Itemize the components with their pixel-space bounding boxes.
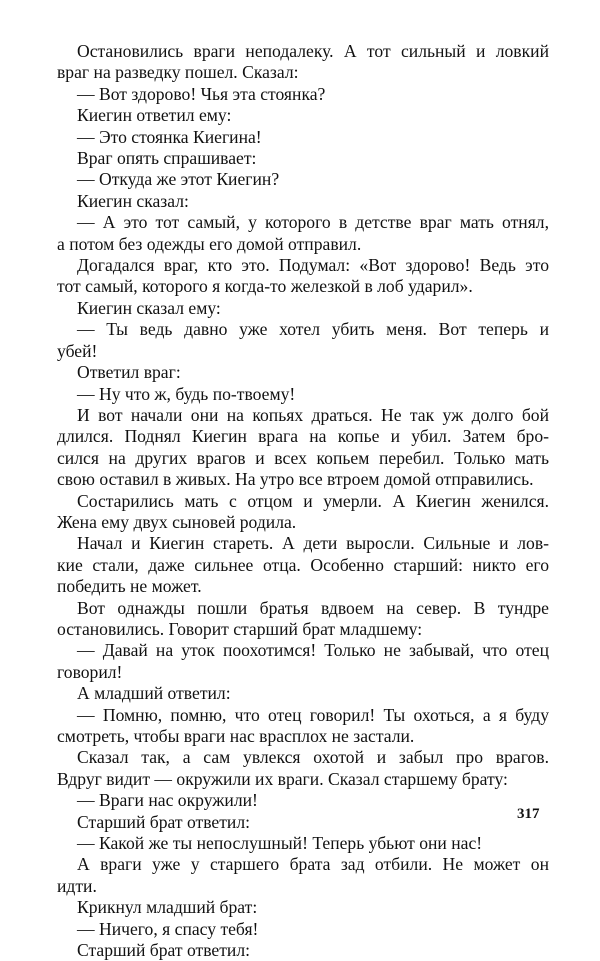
text-line: — Давай на уток поохотимся! Только не забывай, что отец [77, 640, 549, 661]
text-line: убей! [57, 340, 98, 361]
paragraph [57, 854, 549, 897]
text-line: победить не может. [57, 576, 202, 597]
text-line: А враги уже у старшего брата зад отбили. Не может он [77, 854, 549, 875]
text-line: Состарились мать с отцом и умерли. А Киегин женился. [77, 490, 549, 511]
text-line: Киегин ответил ему: [77, 105, 232, 126]
text-line: Киегин сказал: [77, 190, 189, 211]
text-line: Вот однажды пошли братья вдвоем на север. В тундре [77, 597, 549, 618]
paragraph [57, 919, 549, 940]
text-line: кие стали, даже сильнее отца. Особенно старший: никто его [57, 554, 549, 575]
text-line: длился. Поднял Киегин врага на копье и убил. Затем бро- [57, 426, 549, 447]
text-line: — Ты ведь давно уже хотел убить меня. Вот теперь и [77, 319, 549, 340]
text-line: Начал и Киегин стареть. А дети выросли. Сильные и лов- [77, 533, 549, 554]
text-line: — Ну что ж, будь по-твоему! [77, 383, 296, 404]
paragraph [57, 362, 549, 383]
text-line: — Это стоянка Киегина! [77, 126, 262, 147]
text-line: Враг опять спрашивает: [77, 148, 257, 169]
paragraph [57, 298, 549, 319]
text-line: Старший брат ответил: [77, 811, 251, 832]
text-line: — Помню, помню, что отец говорил! Ты охоться, а я буду [77, 704, 549, 725]
text-line: сился на других врагов и всех копьем перебил. Только мать [57, 447, 549, 468]
paragraph [57, 533, 549, 597]
text-line: — А это тот самый, у которого в детстве враг мать отнял, [77, 212, 549, 233]
paragraph [57, 812, 549, 833]
paragraph [57, 41, 549, 84]
text-line: — Враги нас окружили! [77, 790, 258, 811]
paragraph [57, 897, 549, 918]
paragraph [57, 598, 549, 641]
text-line: смотреть, чтобы враги нас врасплох не застали. [57, 726, 415, 746]
page-number: 317 [517, 806, 540, 822]
text-line: свою оставил в живых. На утро все втроем домой отправились. [57, 469, 534, 490]
text-line: Крикнул младший брат: [77, 897, 258, 918]
text-line: говорил! [57, 661, 123, 682]
text-line: идти. [57, 875, 97, 896]
story-text [57, 41, 549, 961]
paragraph [57, 319, 549, 362]
text-line: Остановились враги неподалеку. А тот сильный и ловкий [77, 41, 549, 61]
paragraph [57, 705, 549, 748]
text-line: — Какой же ты непослушный! Теперь убьют они нас! [77, 833, 483, 854]
paragraph [57, 940, 549, 961]
text-line: остановились. Говорит старший брат младшему: [57, 618, 423, 639]
paragraph [57, 148, 549, 169]
paragraph [57, 384, 549, 405]
paragraph [57, 212, 549, 255]
paragraph [57, 747, 549, 790]
text-line: Вдруг видит — окружили их враги. Сказал старшему брату: [57, 768, 508, 789]
paragraph [57, 683, 549, 704]
paragraph [57, 127, 549, 148]
text-line: враг на разведку пошел. Сказал: [57, 62, 299, 83]
paragraph [57, 255, 549, 298]
paragraph [57, 833, 549, 854]
text-line: — Вот здорово! Чья эта стоянка? [77, 83, 326, 104]
text-line: Жена ему двух сыновей родила. [57, 511, 297, 532]
paragraph [57, 491, 549, 534]
paragraph [57, 84, 549, 105]
text-line: А младший ответил: [77, 683, 231, 704]
text-line: тот самый, которого я когда-то железкой в лоб ударил». [57, 276, 473, 297]
text-line: а потом без одежды его домой отправил. [57, 233, 362, 254]
text-line: Ответил враг: [77, 362, 181, 383]
text-line: — Откуда же этот Киегин? [77, 169, 280, 190]
text-line: Киегин сказал ему: [77, 297, 221, 318]
text-line: — Ничего, я спасу тебя! [77, 918, 259, 939]
paragraph [57, 191, 549, 212]
paragraph [57, 105, 549, 126]
paragraph [57, 169, 549, 190]
text-line: Догадался враг, кто это. Подумал: «Вот здорово! Ведь это [77, 255, 549, 276]
text-line: Старший брат ответил: [77, 940, 251, 961]
paragraph [57, 790, 549, 811]
text-line: Сказал так, а сам увлекся охотой и забыл про врагов. [77, 747, 549, 768]
text-line: И вот начали они на копьях драться. Не так уж долго бой [77, 404, 549, 425]
paragraph [57, 640, 549, 683]
paragraph [57, 405, 549, 491]
